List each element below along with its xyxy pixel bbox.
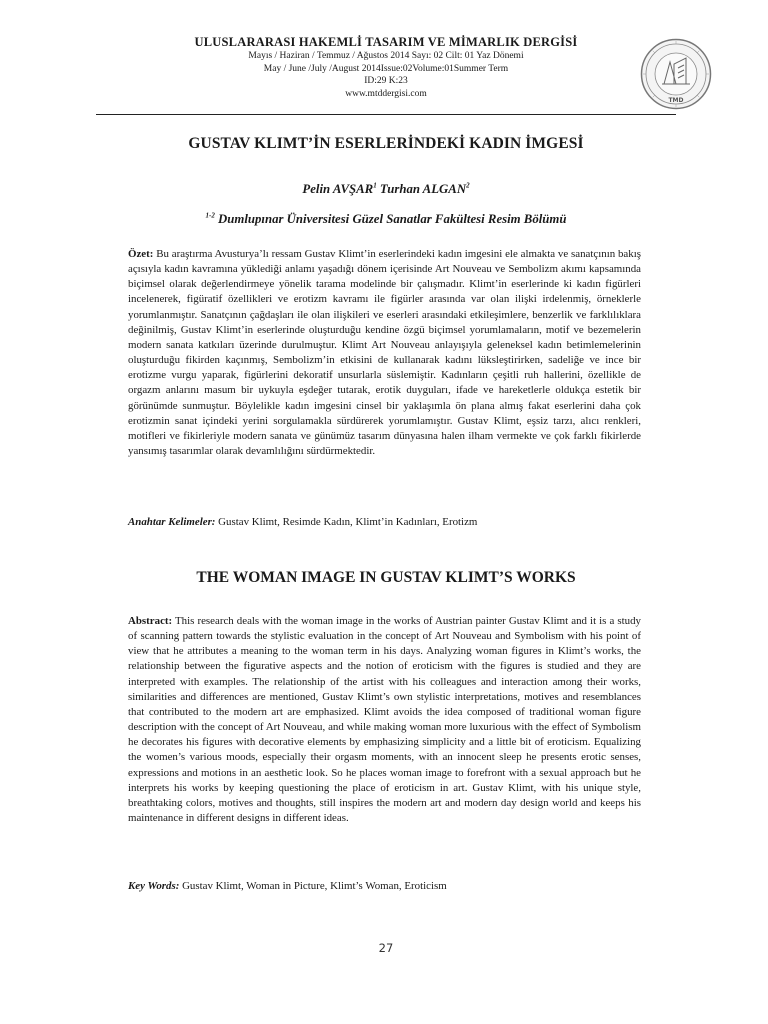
article-title-tr: GUSTAV KLIMT’İN ESERLERİNDEKİ KADIN İMGESİ	[188, 135, 584, 152]
author-2-sup: 2	[466, 181, 470, 190]
abstract-en-text: This research deals with the woman image in the works of Austrian painter Gustav Klimt and it is a study of scanning pattern towards the stylistic evaluation in the concept of Art Nouveau and Symbolism with his point of view that he attributes a meaning to the woman term in his days. Analyzing woman figures in Klimt’s works, the relationship between the figurative aspects and the notion of eroticism with the figures is studied and they are interpreted with examples. The relationship of the artist with his colleagues and interaction among their works, similarities and differences are mentioned, Gustav Klimt’s own stylistic interpretations, motives and resemblances that contributed to the modern art are emphasized. Klimt avoids the idea composed of traditional woman figure description with the concept of Art Nouveau, and while making woman more luxurious with the effect of Symbolism he decorates his figures with decorative elements by emphasizing simplicity and a little bit of eroticism. Equalizing the women’s various moods, especially their orgasm moments, with an innocent sleep he presents erotic senses, expressions and motions in an aesthetic look. So he places woman image to forefront with a sexual approach but he interprets his works by keeping questioning the place of eroticism in art. Gustav Klimt, with his unique style, breathtaking colors, motives and thoughts, still inspires the modern art and modern day design world and keeps his maintenance in different designs in different ideas.	[128, 615, 641, 825]
keywords-tr-text: Gustav Klimt, Resimde Kadın, Klimt’in Kadınları, Erotizm	[218, 516, 478, 528]
abstract-en	[128, 614, 641, 826]
keywords-tr-label: Anahtar Kelimeler:	[128, 516, 216, 528]
issue-line-tr: Mayıs / Haziran / Temmuz / Ağustos 2014 Sayı: 02 Cilt: 01 Yaz Dönemi	[248, 51, 524, 61]
author-1-sup: 1	[373, 181, 377, 190]
abstract-tr-label: Özet:	[128, 248, 154, 260]
affiliation-line	[96, 212, 676, 227]
journal-seal-logo	[640, 38, 712, 110]
article-title-en: THE WOMAN IMAGE IN GUSTAV KLIMT’S WORKS	[196, 569, 576, 586]
author-2: Turhan ALGAN	[379, 182, 467, 196]
issue-line-en: May / June /July /August 2014Issue:02Volume:01Summer Term	[263, 63, 509, 74]
author-1: Pelin AVŞAR	[302, 182, 374, 196]
website-link[interactable]: www.mtddergisi.com	[345, 88, 427, 99]
keywords-tr	[128, 515, 641, 530]
article-id: ID:29 K:23	[364, 76, 408, 87]
svg-text:TMD: TMD	[668, 97, 684, 104]
affiliation-sup: 1-2	[205, 211, 215, 220]
header-divider	[96, 114, 676, 115]
journal-title: ULUSLARARASI HAKEMLİ TASARIM VE MİMARLIK DERGİSİ	[194, 35, 578, 49]
keywords-en-text: Gustav Klimt, Woman in Picture, Klimt’s Woman, Eroticism	[182, 880, 447, 892]
keywords-en-label: Key Words:	[128, 880, 180, 892]
affiliation: Dumlupınar Üniversitesi Güzel Sanatlar Fakültesi Resim Bölümü	[218, 212, 567, 226]
abstract-tr	[128, 247, 641, 459]
abstract-en-label: Abstract:	[128, 615, 173, 627]
abstract-tr-text: Bu araştırma Avusturya’lı ressam Gustav Klimt’in eserlerindeki kadın imgesini ele almakta ve sanatçının bakış açısıyla kadın kavramına yüklediği anlamı yaşadığı dönem içerisinde Art Nouveau ve Sembolizm akımı kapsamında biçimsel olarak değerlendirmeye yönelik tarama modelinde bir çalışmadır. Klimt’in eserlerinde ki kadın figürleri incelenerek, figüratif özellikleri ve erotizm kavramı ile figürler arasında var olan ilişki irdelenmiş, örneklerle yorumlanmıştır. Sanatçının çağdaşları ile olan ilişkileri ve eserleri arasındaki etkileşimlere, benzerlik ve farklılıklara değinilmiş, Gustav Klimt’in eserlerinde oluşturduğu kendine özgü biçimsel yorumlamaların, motif ve bezemelerin modern sanata katkıları üzerinde durulmuştur. Klimt Art Nouveau anlayışıyla geleneksel kadın betimlemelerinin oluşturduğu fikirden kaçınmış, Sembolizm’in etkisini de kullanarak kadını lüksleştirirken, sadeliğe ve ince bir erotizme vurgu yaparak, figürlerini dekoratif unsurlarla süslemiştir. Kadınların çeşitli ruh hallerini, özellikle de orgazm anlarını masum bir uykuyla eşdeğer tutarak, erotik duyguları, ifade ve hareketlerle oldukça estetik bir görünümde sunmuştur. Böylelikle kadın imgesini cinsel bir yaklaşımla ön plana almış fakat eserlerini daha çok erotizmin sanat içindeki yerini sorgulamakla sürdürerek yorumlamıştır. Gustav Klimt, eşsiz tarzı, alıcı renkleri, motifleri ve fikirleriyle modern sanata ve günümüz tasarım dünyasına halen ilham vermekte ve çok farklı fikirlerde yansımış tasarımlar olarak devamlılığını sürdürmektedir.	[128, 248, 641, 458]
journal-header	[96, 34, 676, 100]
page-number: 27	[378, 941, 394, 955]
authors-line	[96, 182, 676, 197]
keywords-en	[128, 879, 641, 894]
